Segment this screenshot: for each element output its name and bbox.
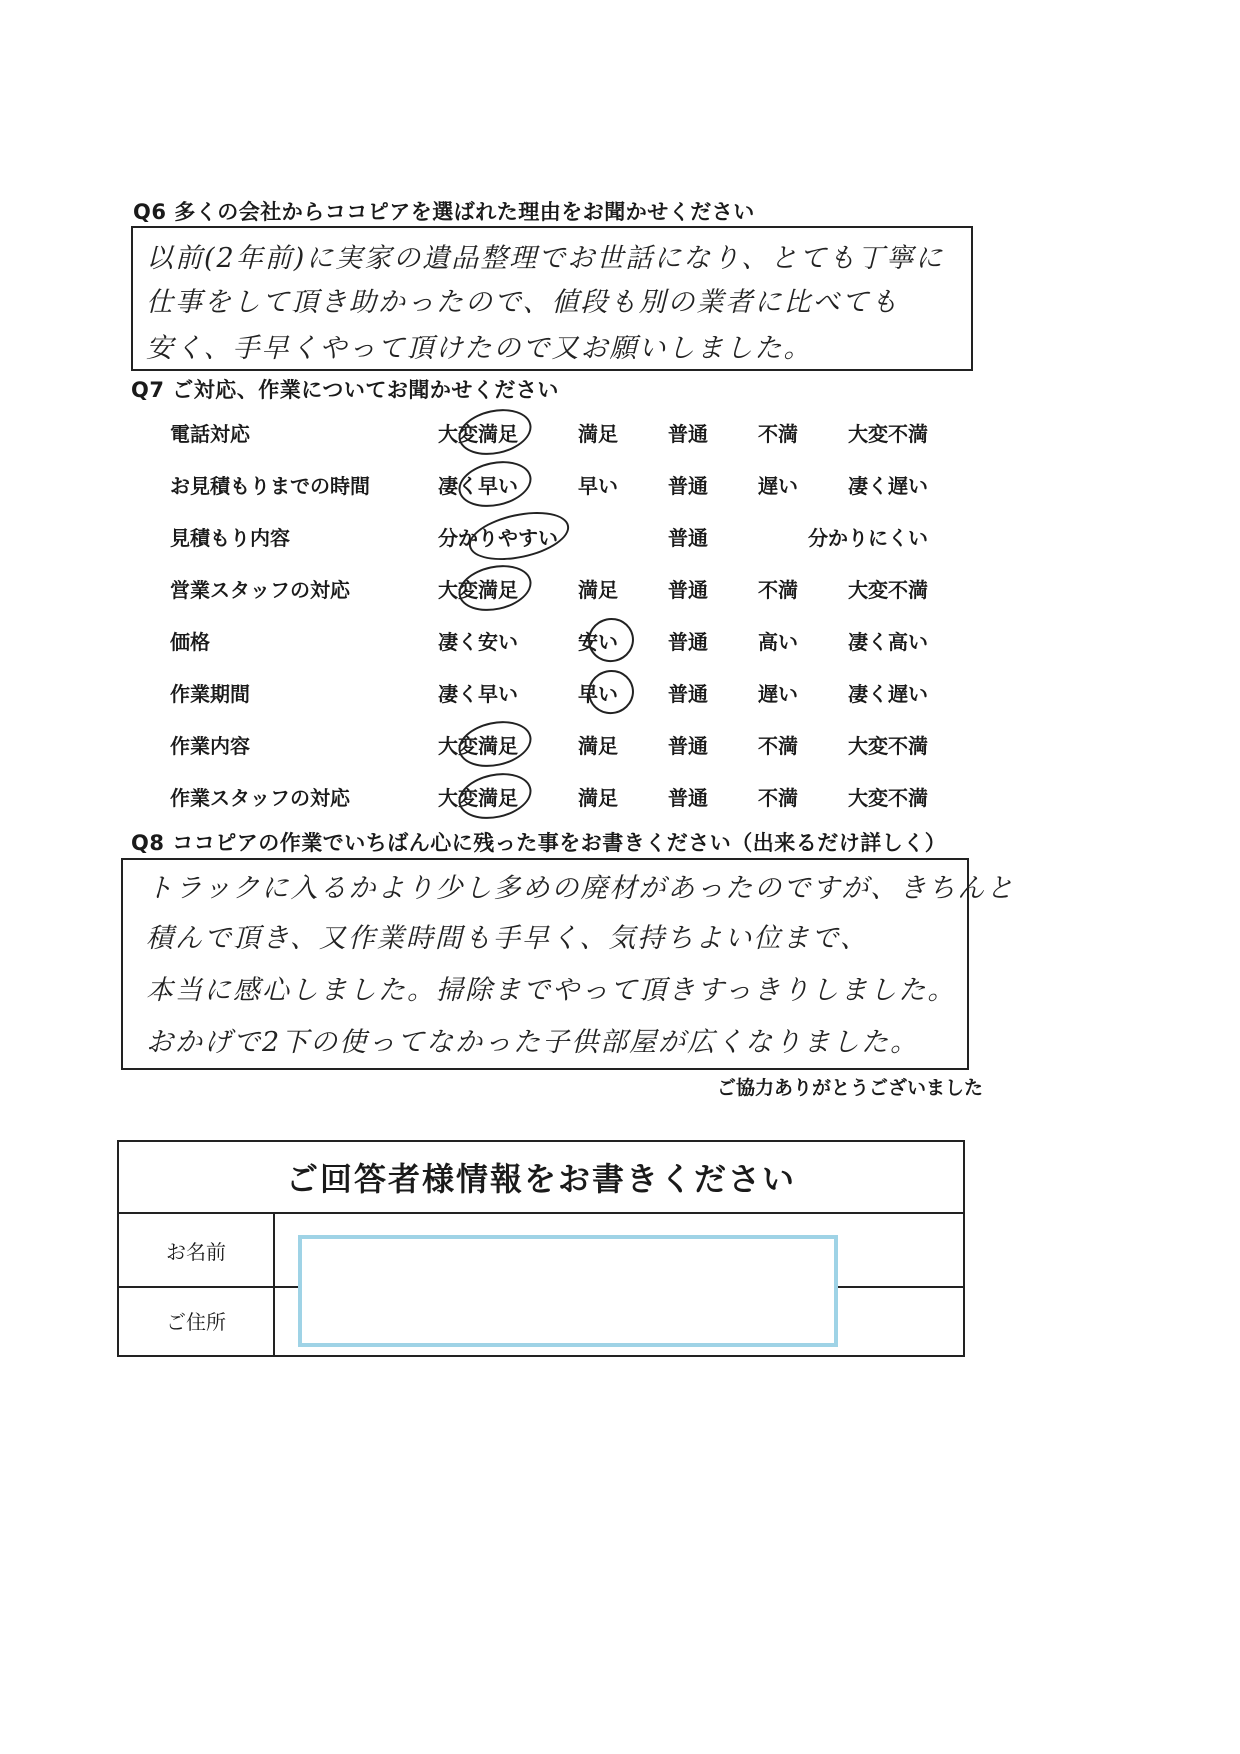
q7-option[interactable]: 満足 [578, 422, 618, 446]
q7-option[interactable]: 早い [578, 682, 618, 706]
q8-answer-line-3: 本当に感心しました。掃除までやって頂きすっきりしました。 [146, 975, 957, 1006]
q6-answer-line-1: 以前(2年前)に実家の遺品整理でお世話になり、とても丁寧に [146, 243, 945, 274]
q7-option[interactable]: 凄く早い [438, 474, 518, 498]
q7-row-label: 価格 [170, 630, 210, 654]
q7-option[interactable]: 分かりにくい [808, 526, 928, 550]
q7-option[interactable]: 普通 [668, 474, 708, 498]
q8-title: Q8 ココピアの作業でいちばん心に残った事をお書きください（出来るだけ詳しく） [131, 831, 947, 855]
q7-option[interactable]: 大変不満 [848, 578, 928, 602]
q7-option[interactable]: 不満 [758, 578, 798, 602]
q7-option[interactable]: 満足 [578, 578, 618, 602]
q7-option[interactable]: 高い [758, 630, 798, 654]
q7-option[interactable]: 遅い [758, 682, 798, 706]
q7-row-label: 作業内容 [170, 734, 250, 758]
selection-circle [584, 614, 638, 667]
q7-option[interactable]: 満足 [578, 734, 618, 758]
q7-option[interactable]: 大変満足 [438, 578, 518, 602]
q7-option[interactable]: 凄く遅い [848, 474, 928, 498]
q7-option[interactable]: 普通 [668, 786, 708, 810]
q7-option[interactable]: 大変不満 [848, 734, 928, 758]
name-label: お名前 [119, 1214, 275, 1286]
q7-row-label: 電話対応 [170, 422, 250, 446]
selection-circle [454, 767, 536, 825]
q7-option[interactable]: 安い [578, 630, 618, 654]
q7-option[interactable]: 大変不満 [848, 786, 928, 810]
q7-option[interactable]: 大変満足 [438, 734, 518, 758]
q8-answer-line-1: トラックに入るかより少し多めの廃材があったのですが、きちんと [146, 873, 1016, 904]
q7-row-label: 見積もり内容 [170, 526, 290, 550]
selection-circle [454, 455, 536, 513]
q7-option[interactable]: 普通 [668, 422, 708, 446]
selection-circle [454, 715, 536, 773]
q7-option[interactable]: 大変不満 [848, 422, 928, 446]
selection-circle [584, 666, 638, 719]
q7-option[interactable]: 凄く遅い [848, 682, 928, 706]
q8-answer-line-4: おかげで2下の使ってなかった子供部屋が広くなりました。 [146, 1027, 920, 1058]
q7-option[interactable]: 大変満足 [438, 786, 518, 810]
q6-answer-line-3: 安く、手早くやって頂けたので又お願いしました。 [146, 333, 813, 364]
q6-answer-line-2: 仕事をして頂き助かったので、値段も別の業者に比べても [146, 287, 900, 318]
q7-row-label: 営業スタッフの対応 [170, 578, 350, 602]
q7-option[interactable]: 不満 [758, 734, 798, 758]
q7-option[interactable]: 早い [578, 474, 618, 498]
q7-row-label: 作業期間 [170, 682, 250, 706]
q7-row-label: お見積もりまでの時間 [170, 474, 370, 498]
q7-option[interactable]: 普通 [668, 682, 708, 706]
thanks-note: ご協力ありがとうございました [716, 1077, 983, 1099]
redaction-box [298, 1235, 838, 1347]
q7-title: Q7 ご対応、作業についてお聞かせください [131, 378, 559, 402]
q7-option[interactable]: 満足 [578, 786, 618, 810]
q7-option[interactable]: 普通 [668, 734, 708, 758]
selection-circle [454, 403, 536, 461]
address-label: ご住所 [119, 1286, 275, 1355]
q7-option[interactable]: 凄く安い [438, 630, 518, 654]
q7-option[interactable]: 普通 [668, 526, 708, 550]
q7-option[interactable]: 大変満足 [438, 422, 518, 446]
q7-option[interactable]: 普通 [668, 578, 708, 602]
q7-option[interactable]: 凄く早い [438, 682, 518, 706]
respondent-info-heading: ご回答者様情報をお書きください [119, 1142, 963, 1214]
q7-option[interactable]: 不満 [758, 786, 798, 810]
q7-row-label: 作業スタッフの対応 [170, 786, 350, 810]
q7-option[interactable]: 普通 [668, 630, 708, 654]
selection-circle [454, 559, 536, 617]
q7-option[interactable]: 凄く高い [848, 630, 928, 654]
q6-title: Q6 多くの会社からココピアを選ばれた理由をお聞かせください [133, 200, 755, 224]
q8-answer-line-2: 積んで頂き、又作業時間も手早く、気持ちよい位まで、 [146, 923, 869, 954]
selection-circle [465, 504, 574, 568]
q7-option[interactable]: 不満 [758, 422, 798, 446]
q7-option[interactable]: 遅い [758, 474, 798, 498]
q7-option[interactable]: 分かりやすい [438, 526, 558, 550]
